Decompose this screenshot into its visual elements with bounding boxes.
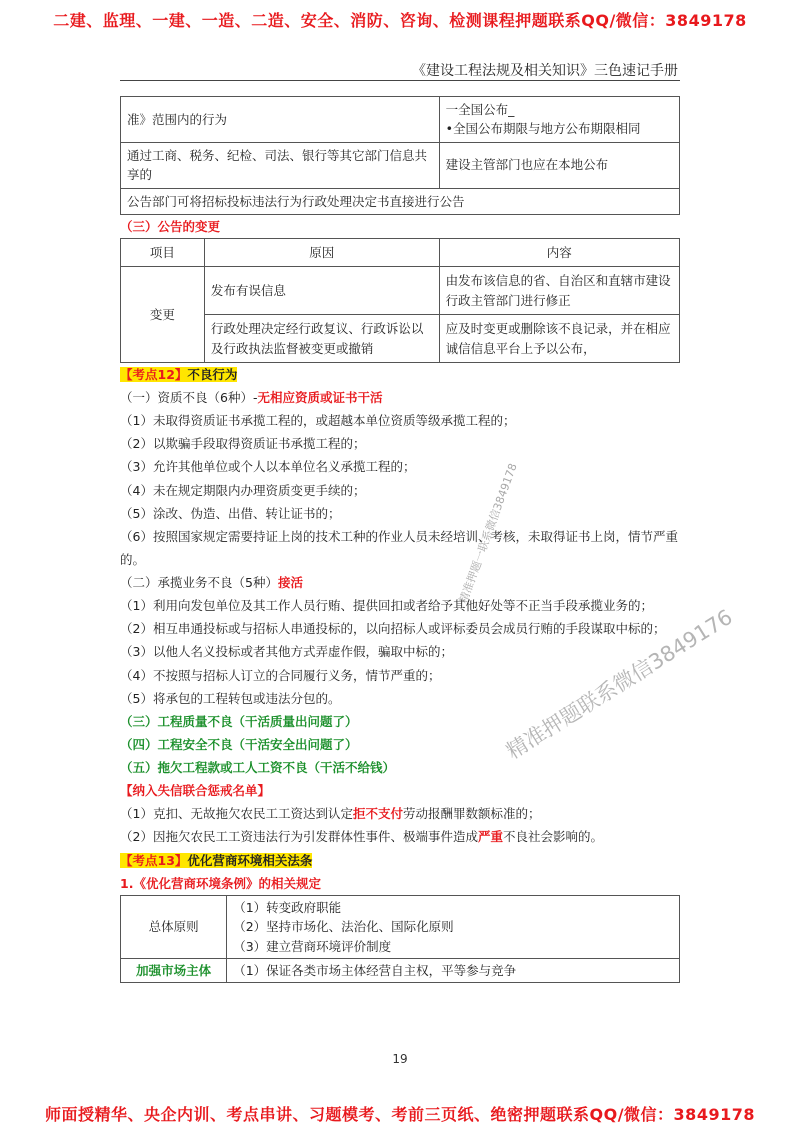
table-cell: （1）保证各类市场主体经营自主权，平等参与竞争 [227,958,680,982]
list-item: （5）将承包的工程转包或违法分包的。 [120,690,341,706]
publication-table [120,96,680,215]
list-item: （1）未取得资质证书承揽工程的，或超越本单位资质等级承揽工程的； [120,413,516,429]
biz-heading [120,571,680,594]
green-item: （五）拖欠工程款或工人工资不良（干活不给钱） [120,760,396,775]
list-item: （4）不按照与招标人订立的合同履行义务，情节严重的； [120,667,441,683]
column-header: 内容 [439,239,679,267]
table-row [121,315,680,363]
header-divider [120,80,680,81]
list-item: （6）按照国家规定需要持证上岗的技术工种的作业人员未经培训、考核，未取得证书上岗，情节严重的。 [120,528,678,567]
cell-line: •全国公布期限与地方公布期限相同 [445,121,641,137]
list-item: （1）利用向发包单位及其工作人员行贿、提供回扣或者给予其他好处等不正当手段承揽业务的； [120,598,653,614]
table-cell [227,895,680,958]
text-run-red: 拒不支付 [352,806,403,822]
green-item: （三）工程质量不良（干活质量出问题了） [120,713,358,729]
row-label: 加强市场主体 [121,958,227,982]
section-heading: （三）公告的变更 [120,218,221,234]
kp12-heading [120,363,680,386]
cell-line: （3）建立营商环境评价制度 [233,938,392,954]
qual-heading [120,386,680,409]
kp13-heading [120,849,680,872]
column-header: 原因 [204,239,439,267]
subsection-heading: 1.《优化营商环境条例》的相关规定 [120,875,321,891]
table-cell: 公告部门可将招标投标违法行为行政处理决定书直接进行公告 [121,188,680,214]
qual-head-red: 无相应资质或证书干活 [257,390,383,405]
kp13-tag: 【考点13】 [120,852,188,868]
bottom-banner: 师面授精华、央企内训、考点串讲、习题模考、考前三页纸、绝密押题联系QQ/微信：3849178 [45,1105,755,1124]
kp12-title: 不良行为 [187,366,238,382]
text-run: （2）因拖欠农民工工资违法行为引发群体性事件、极端事件造成 [120,829,478,845]
table-header-row [121,239,680,267]
text-run-red: 严重 [477,829,503,845]
table-row [121,267,680,315]
list-item: （5）涂改、伪造、出借、转让证书的； [120,505,341,521]
table-cell: 发布有误信息 [204,267,439,315]
business-env-table [120,895,680,984]
table-row [121,142,680,188]
cell-line: （1）转变政府职能 [233,899,342,915]
text-run: （1）克扣、无故拖欠农民工工资达到认定 [120,806,353,822]
table-cell: 由发布该信息的省、自治区和直辖市建设行政主管部门进行修正 [439,267,679,315]
row-label: 总体原则 [121,895,227,958]
table-cell: 通过工商、税务、纪检、司法、银行等其它部门信息共享的 [121,142,440,188]
table-cell: 建设主管部门也应在本地公布 [439,142,679,188]
top-banner: 二建、监理、一建、一造、二造、安全、消防、咨询、检测课程押题联系QQ/微信：3849178 [53,11,747,30]
list-item: （2）相互串通投标或与招标人串通投标的，以向招标人或评标委员会成员行贿的手段谋取中标的； [120,621,666,637]
table-row [121,188,680,214]
text-run: 不良社会影响的。 [502,829,603,845]
biz-head: （二）承揽业务不良（5种） [120,575,278,590]
table-cell: 应及时变更或删除该不良记录，并在相应诚信信息平台上予以公布， [439,315,679,363]
list-item [120,802,680,825]
table-cell [439,97,679,143]
list-item: （2）以欺骗手段取得资质证书承揽工程的； [120,436,366,452]
header-title: 《建设工程法规及相关知识》三色速记手册 [412,63,678,79]
list-item: （3）以他人名义投标或者其他方式弄虚作假，骗取中标的； [120,644,453,660]
list-item [120,825,680,848]
table-row [121,97,680,143]
change-table [120,238,680,363]
biz-head-red: 接活 [277,575,303,590]
table-row [121,895,680,958]
page-number: 19 [392,1052,408,1066]
list-item: （4）未在规定期限内办理资质变更手续的； [120,482,366,498]
table-row [121,958,680,982]
column-header: 项目 [121,239,205,267]
watermark-large: 精准押题联系微信3849176 [502,604,737,764]
watermark-small: 精准押题一联系微信3849178 [456,461,520,606]
list-item: （3）允许其他单位或个人以本单位名义承揽工程的； [120,459,416,475]
blacklist-title: 【纳入失信联合惩戒名单】 [120,783,271,799]
text-run: 劳动报酬罪数额标准的； [402,806,541,822]
cell-line: （2）坚持市场化、法治化、国际化原则 [233,919,454,935]
cell-line: 一全国公布_ [445,102,515,117]
kp13-title: 优化营商环境相关法条 [187,852,313,868]
green-item: （四）工程安全不良（干活安全出问题了） [120,736,358,752]
kp12-tag: 【考点12】 [120,366,188,382]
table-cell: 准》范围内的行为 [121,97,440,143]
table-cell: 行政处理决定经行政复议、行政诉讼以及行政执法监督被变更或撤销 [204,315,439,363]
page-content [120,96,680,983]
row-label: 变更 [121,267,205,363]
qual-head: （一）资质不良（6种）- [120,390,258,405]
